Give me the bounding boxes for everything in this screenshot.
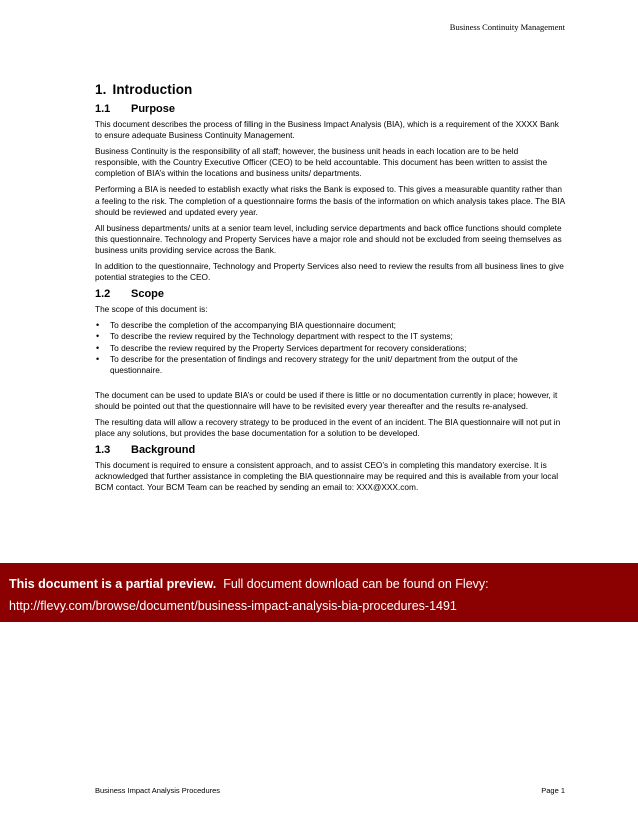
page-number: Page 1 (541, 786, 565, 795)
background-number: 1.3 (95, 444, 111, 457)
list-item: • To describe the review required by the Technology department with respect to the IT systems; (95, 331, 565, 342)
preview-banner (0, 563, 638, 622)
scope-intro: The scope of this document is: (95, 304, 208, 315)
download-link[interactable]: http://flevy.com/browse/document/business-impact-analysis-bia-procedures-1491 (9, 599, 457, 613)
section-heading (95, 82, 565, 97)
purpose-number: 1.1 (95, 103, 111, 115)
section-number: 1. (95, 82, 107, 97)
running-header: Business Continuity Management (449, 22, 565, 32)
purpose-paragraph: Business Continuity is the responsibility of all staff; however, the business unit heads in each location are to be held responsible, with the Country Executive Officer (CEO) to be held accountable. This document has been written to assist the completion of BIA’s within the locations and business units/ departments. (95, 146, 548, 179)
list-item: • To describe for the presentation of findings and recovery strategy for the unit/ department from the output of the questionnaire. (95, 354, 565, 376)
scope-bullet-list (95, 320, 565, 375)
preview-notice-bold: This document is a partial preview. (9, 577, 217, 591)
preview-notice-text: Full document download can be found on Flevy: (223, 577, 489, 591)
footer-title: Business Impact Analysis Procedures (95, 786, 221, 795)
scope-paragraph: The resulting data will allow a recovery strategy to be produced in the event of an incident. The BIA questionnaire will not put in place any solutions, but provides the base documentation for a solution to be developed. (95, 416, 561, 439)
scope-paragraph: The document can be used to update BIA’s or could be used if there is little or no documentation currently in place; however, it should be pointed out that the questionnaire will have to be revisited every year thereafter and the results re-analysed. (95, 389, 558, 411)
purpose-paragraph: All business departments/ units at a senior team level, including service departments and back office functions should complete this questionnaire. Technology and Property Services have a major role and should not be excluded from seeing themselves as business units providing service across the Bank. (95, 222, 562, 255)
scope-number: 1.2 (95, 288, 111, 301)
list-item: • To describe the review required by the Property Services department for recovery considerations; (95, 343, 565, 354)
background-heading (95, 444, 565, 456)
background-paragraph: This document is required to ensure a consistent approach, and to assist CEO’s in completing this mandatory exercise. It is acknowledged that further assistance in completing the BIA questionnaire may be required and this is available from your local BCM contact. Your BCM Team can be reached by sending an email to: XXX@XXX.com. (95, 460, 559, 493)
purpose-paragraph: In addition to the questionnaire, Technology and Property Services also need to review the results from all business lines to give potential strategies to the CEO. (95, 261, 564, 283)
section-title: Introduction (112, 82, 193, 97)
purpose-paragraph: This document describes the process of filling in the Business Impact Analysis (BIA), which is a requirement of the XXXX Bank to ensure adequate Business Continuity Management. (95, 119, 559, 141)
purpose-title: Purpose (131, 103, 176, 115)
background-title: Background (131, 444, 196, 457)
list-item: • To describe the completion of the accompanying BIA questionnaire document; (95, 320, 565, 331)
preview-notice (9, 577, 489, 591)
scope-heading (95, 288, 565, 300)
scope-title: Scope (131, 288, 165, 301)
document-body (95, 82, 565, 498)
purpose-heading (95, 103, 565, 115)
purpose-paragraph: Performing a BIA is needed to establish exactly what risks the Bank is exposed to. This gives a measurable quantity rather than a feeling to the risk. The completion of a questionnaire forms the basis of the information on which analysis takes place. The BIA should be reviewed and updated every year. (95, 184, 565, 217)
